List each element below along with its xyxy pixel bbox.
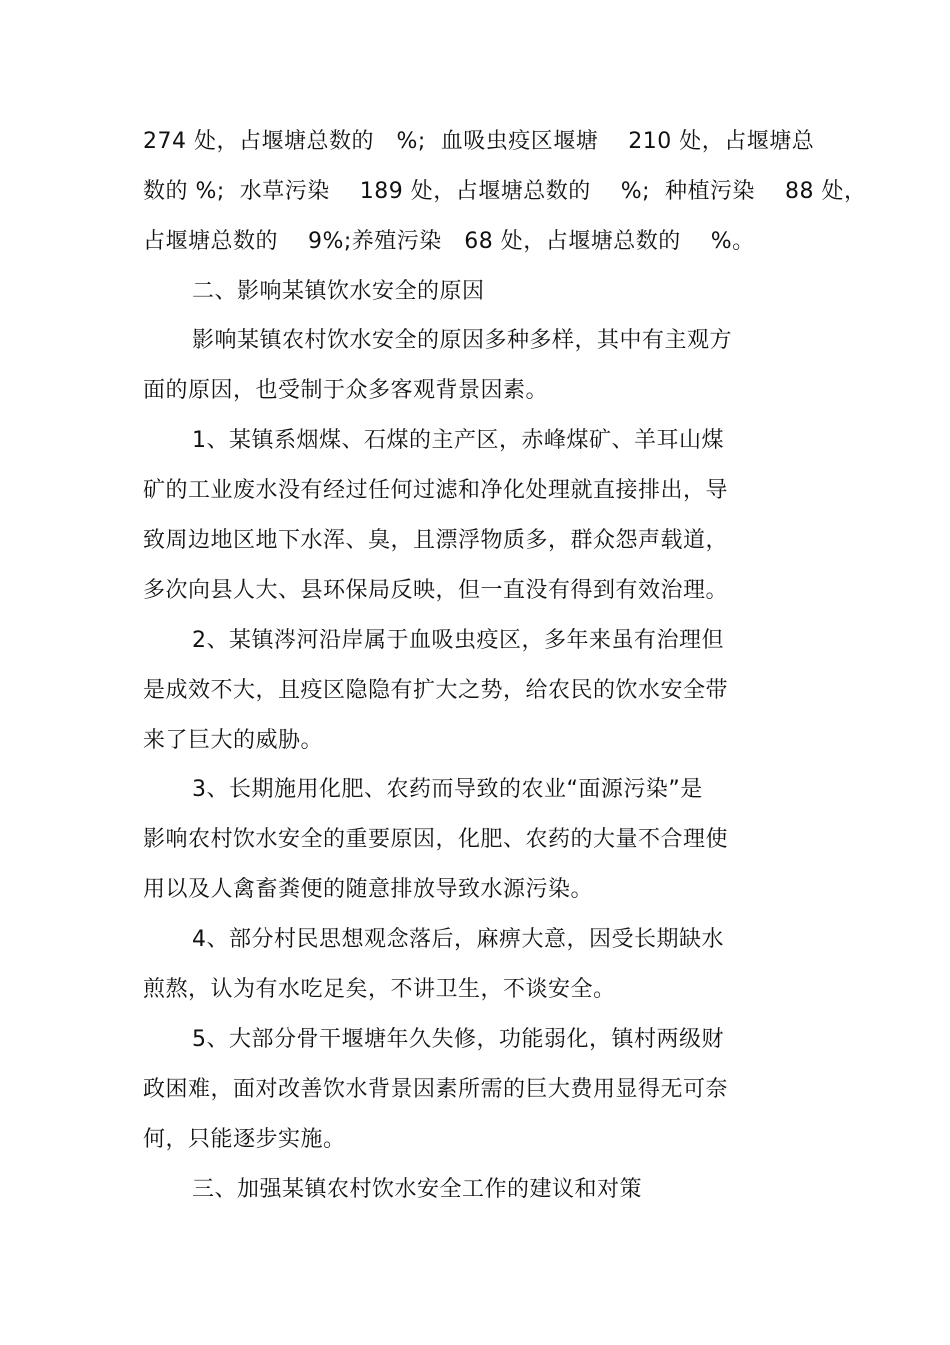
text-line-1: 274 处，占堰塘总数的 %; 血吸虫疫区堰塘 210 处，占堰塘总: [143, 129, 815, 154]
text-line-14: 3、长期施用化肥、农药而导致的农业“面源污染”是: [192, 777, 703, 802]
text-line-18: 煎熬，认为有水吃足矣，不讲卫生，不谈安全。: [143, 977, 616, 1002]
text-line-21: 何，只能逐步实施。: [143, 1127, 346, 1152]
text-line-2: 数的 %; 水草污染 189 处，占堰塘总数的 %; 种植污染 88 处，: [143, 179, 867, 204]
text-line-16: 用以及人禽畜粪便的随意排放导致水源污染。: [143, 877, 594, 902]
text-line-20: 政困难，面对改善饮水背景因素所需的巨大费用显得无可奈: [143, 1077, 729, 1102]
section-heading-3: 三、加强某镇农村饮水安全工作的建议和对策: [192, 1177, 643, 1202]
text-line-15: 影响农村饮水安全的重要原因，化肥、农药的大量不合理使: [143, 827, 729, 852]
text-line-9: 致周边地区地下水浑、臭，且漂浮物质多，群众怨声载道，: [143, 528, 729, 553]
text-line-17: 4、部分村民思想观念落后，麻痹大意，因受长期缺水: [192, 927, 724, 952]
section-heading-2: 二、影响某镇饮水安全的原因: [192, 279, 485, 304]
text-line-5: 影响某镇农村饮水安全的原因多种多样，其中有主观方: [192, 328, 733, 353]
text-line-12: 是成效不大，且疫区隐隐有扩大之势，给农民的饮水安全带: [143, 678, 729, 703]
text-line-8: 矿的工业废水没有经过任何过滤和净化处理就直接排出，导: [143, 478, 729, 503]
text-line-3: 占堰塘总数的 9%;养殖污染 68 处，占堰塘总数的 %。: [143, 229, 755, 254]
text-line-6: 面的原因，也受制于众多客观背景因素。: [143, 378, 549, 403]
text-line-19: 5、大部分骨干堰塘年久失修，功能弱化，镇村两级财: [192, 1027, 724, 1052]
text-line-13: 来了巨大的威胁。: [143, 728, 324, 753]
text-line-10: 多次向县人大、县环保局反映，但一直没有得到有效治理。: [143, 578, 729, 603]
text-line-11: 2、某镇涔河沿岸属于血吸虫疫区，多年来虽有治理但: [192, 628, 724, 653]
text-line-7: 1、某镇系烟煤、石煤的主产区，赤峰煤矿、羊耳山煤: [192, 428, 724, 453]
